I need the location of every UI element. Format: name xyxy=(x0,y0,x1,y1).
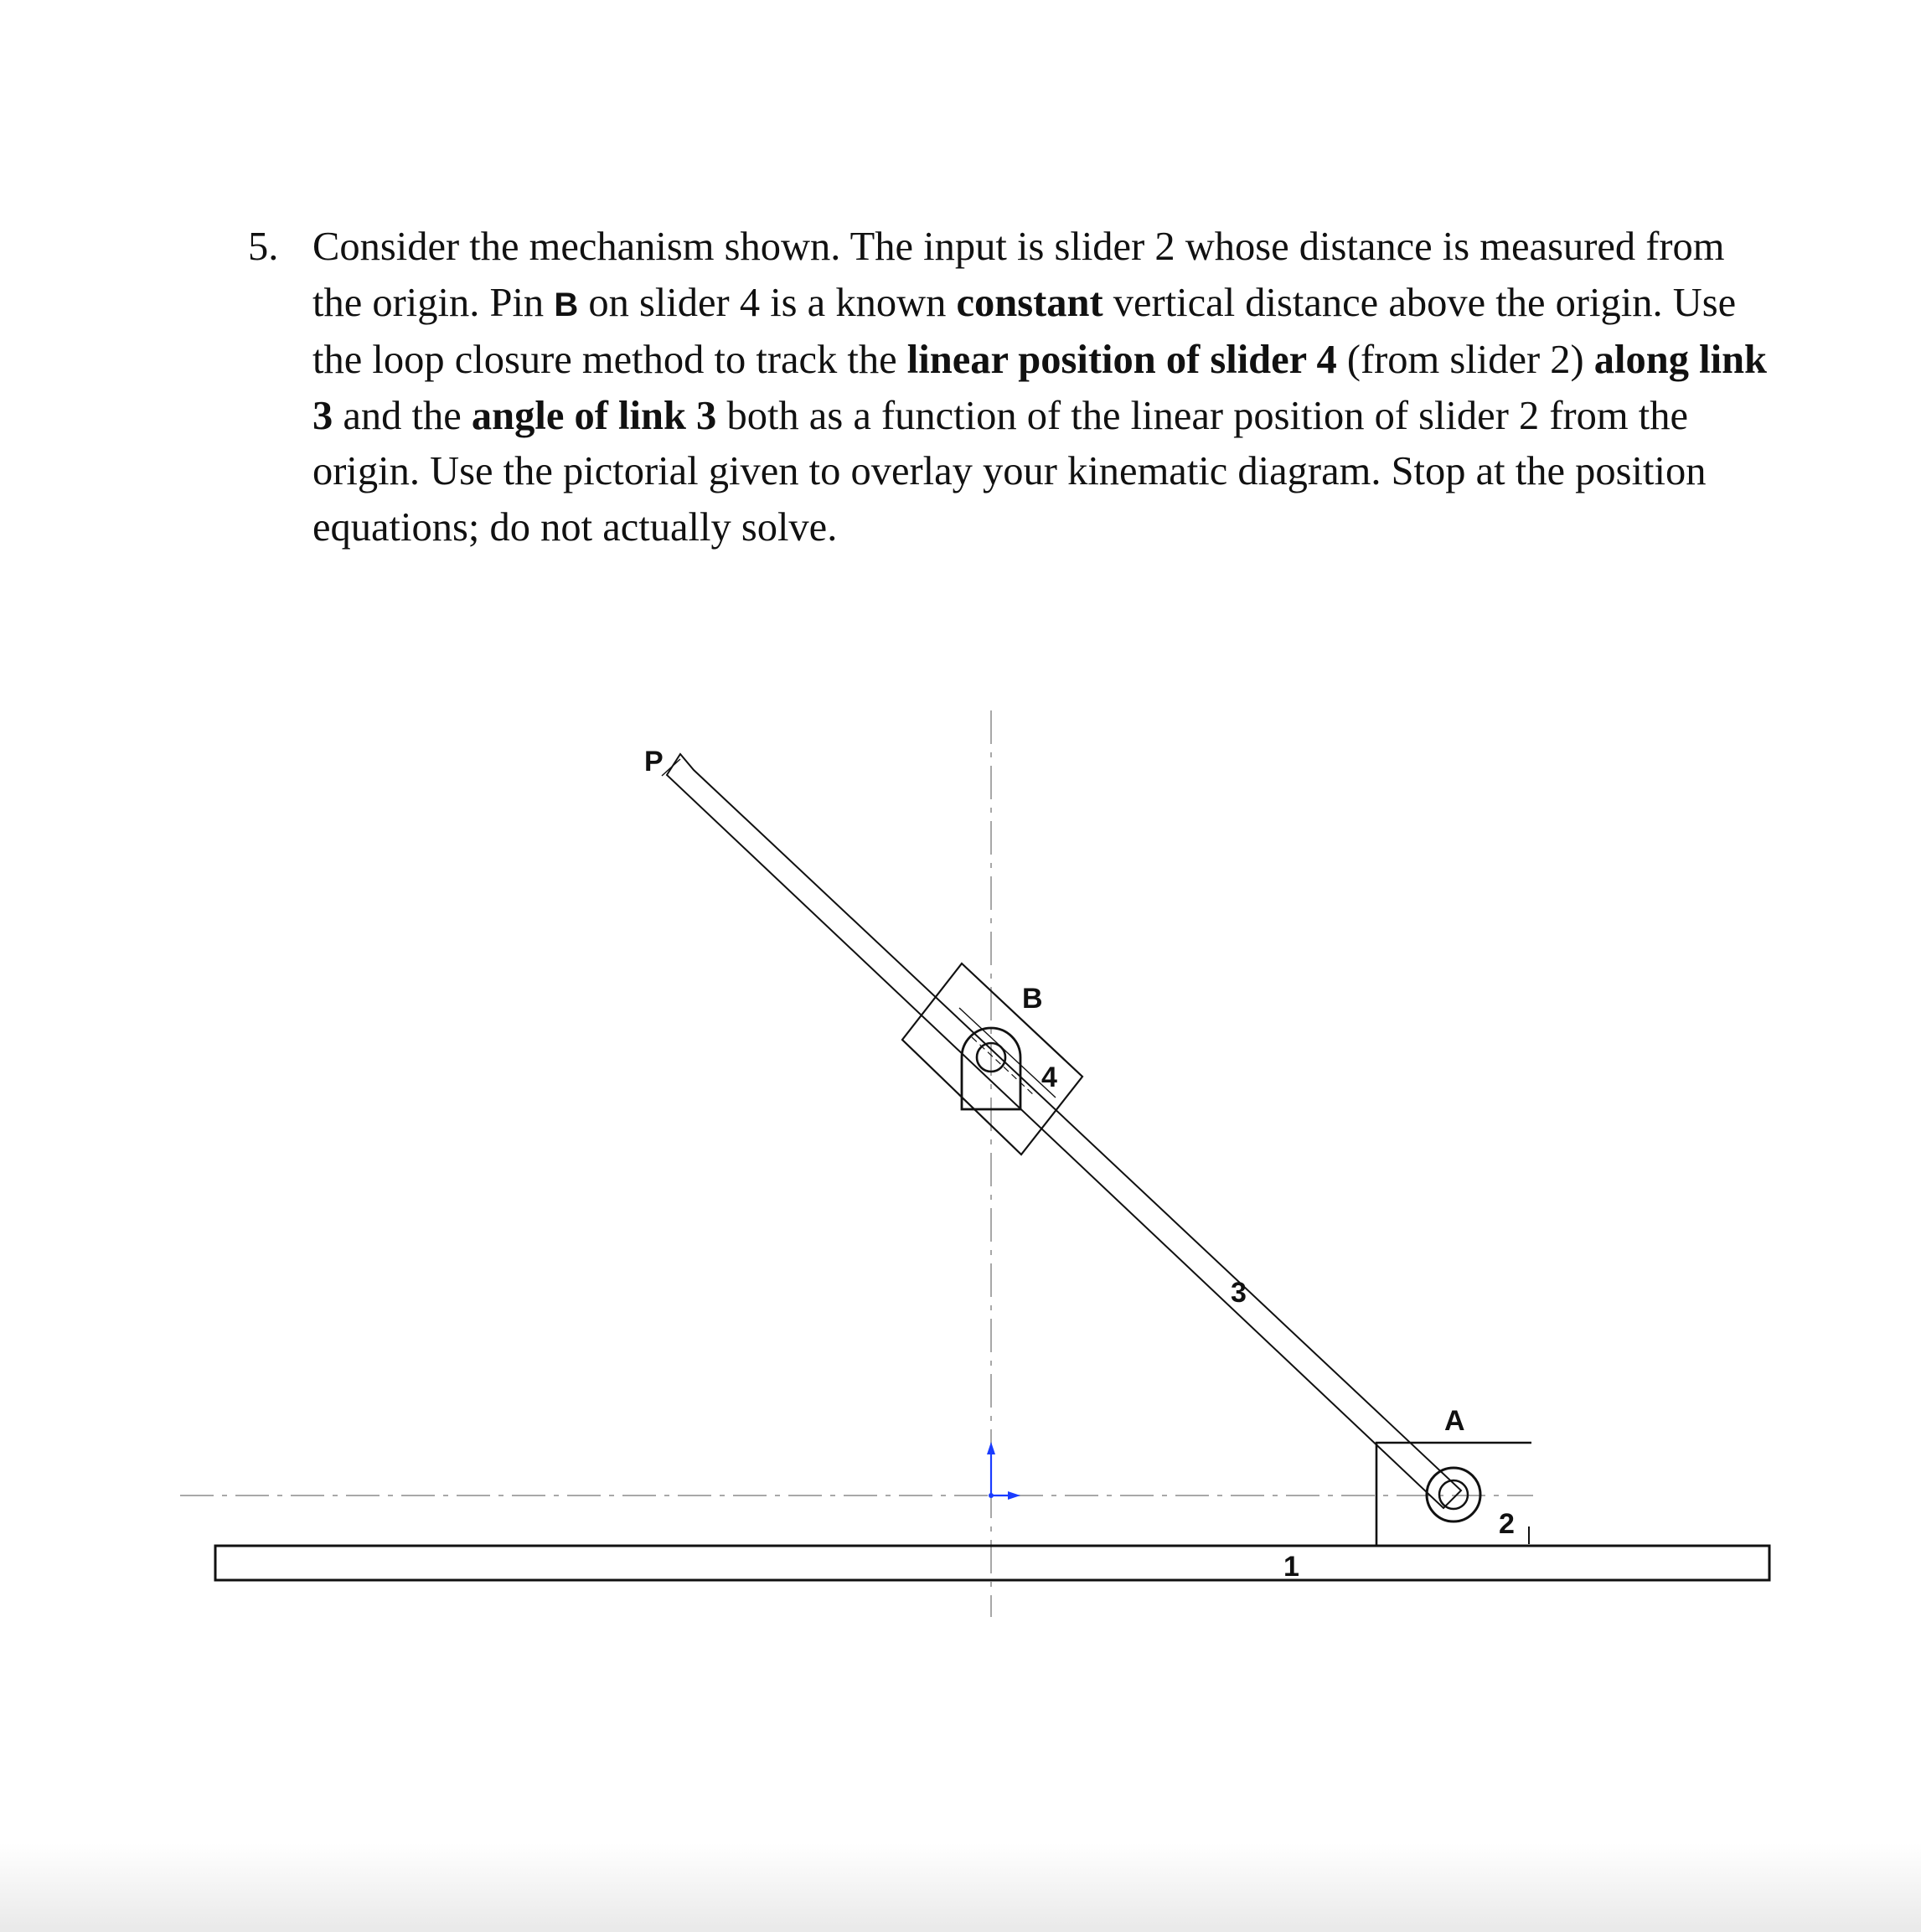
text-run: constant xyxy=(956,280,1103,325)
origin-marker xyxy=(987,1442,1020,1500)
label-p: P xyxy=(644,746,664,777)
label-ground-1: 1 xyxy=(1283,1551,1299,1583)
text-run: along link xyxy=(1593,338,1768,382)
text-run: linear position of slider 4 xyxy=(906,338,1337,382)
p-leader xyxy=(662,759,680,776)
label-slider-2: 2 xyxy=(1499,1508,1515,1540)
text-run: the origin. Pin xyxy=(312,280,555,325)
label-slider-4: 4 xyxy=(1041,1062,1057,1093)
text-run: B xyxy=(554,286,579,323)
text-run: angle of link 3 xyxy=(471,393,717,438)
text-run: both as a function of the linear position of slider 2 from the xyxy=(716,393,1689,438)
text-run: the loop closure method to track the xyxy=(312,338,907,382)
text-run: origin. Use the pictorial given to overlay your kinematic diagram. Stop at the position xyxy=(312,449,1707,493)
label-a: A xyxy=(1444,1405,1465,1437)
text-run: 3 xyxy=(312,393,333,438)
text-run: equations; do not actually solve. xyxy=(312,504,838,550)
text-run: Consider the mechanism shown. The input is slider 2 whose distance is measured from xyxy=(312,225,1725,269)
problem-number: 5. xyxy=(248,225,279,269)
link-3 xyxy=(667,754,1461,1508)
text-run: vertical distance above the origin. Use xyxy=(1103,280,1737,325)
text-run: and the xyxy=(333,393,472,438)
bottom-shadow xyxy=(0,1843,1921,1932)
text-run: (from slider 2) xyxy=(1336,338,1594,382)
ground-link-1 xyxy=(215,1546,1769,1580)
text-run: on slider 4 is a known xyxy=(578,280,957,325)
label-link-3: 3 xyxy=(1231,1277,1247,1309)
label-b: B xyxy=(1022,983,1043,1015)
